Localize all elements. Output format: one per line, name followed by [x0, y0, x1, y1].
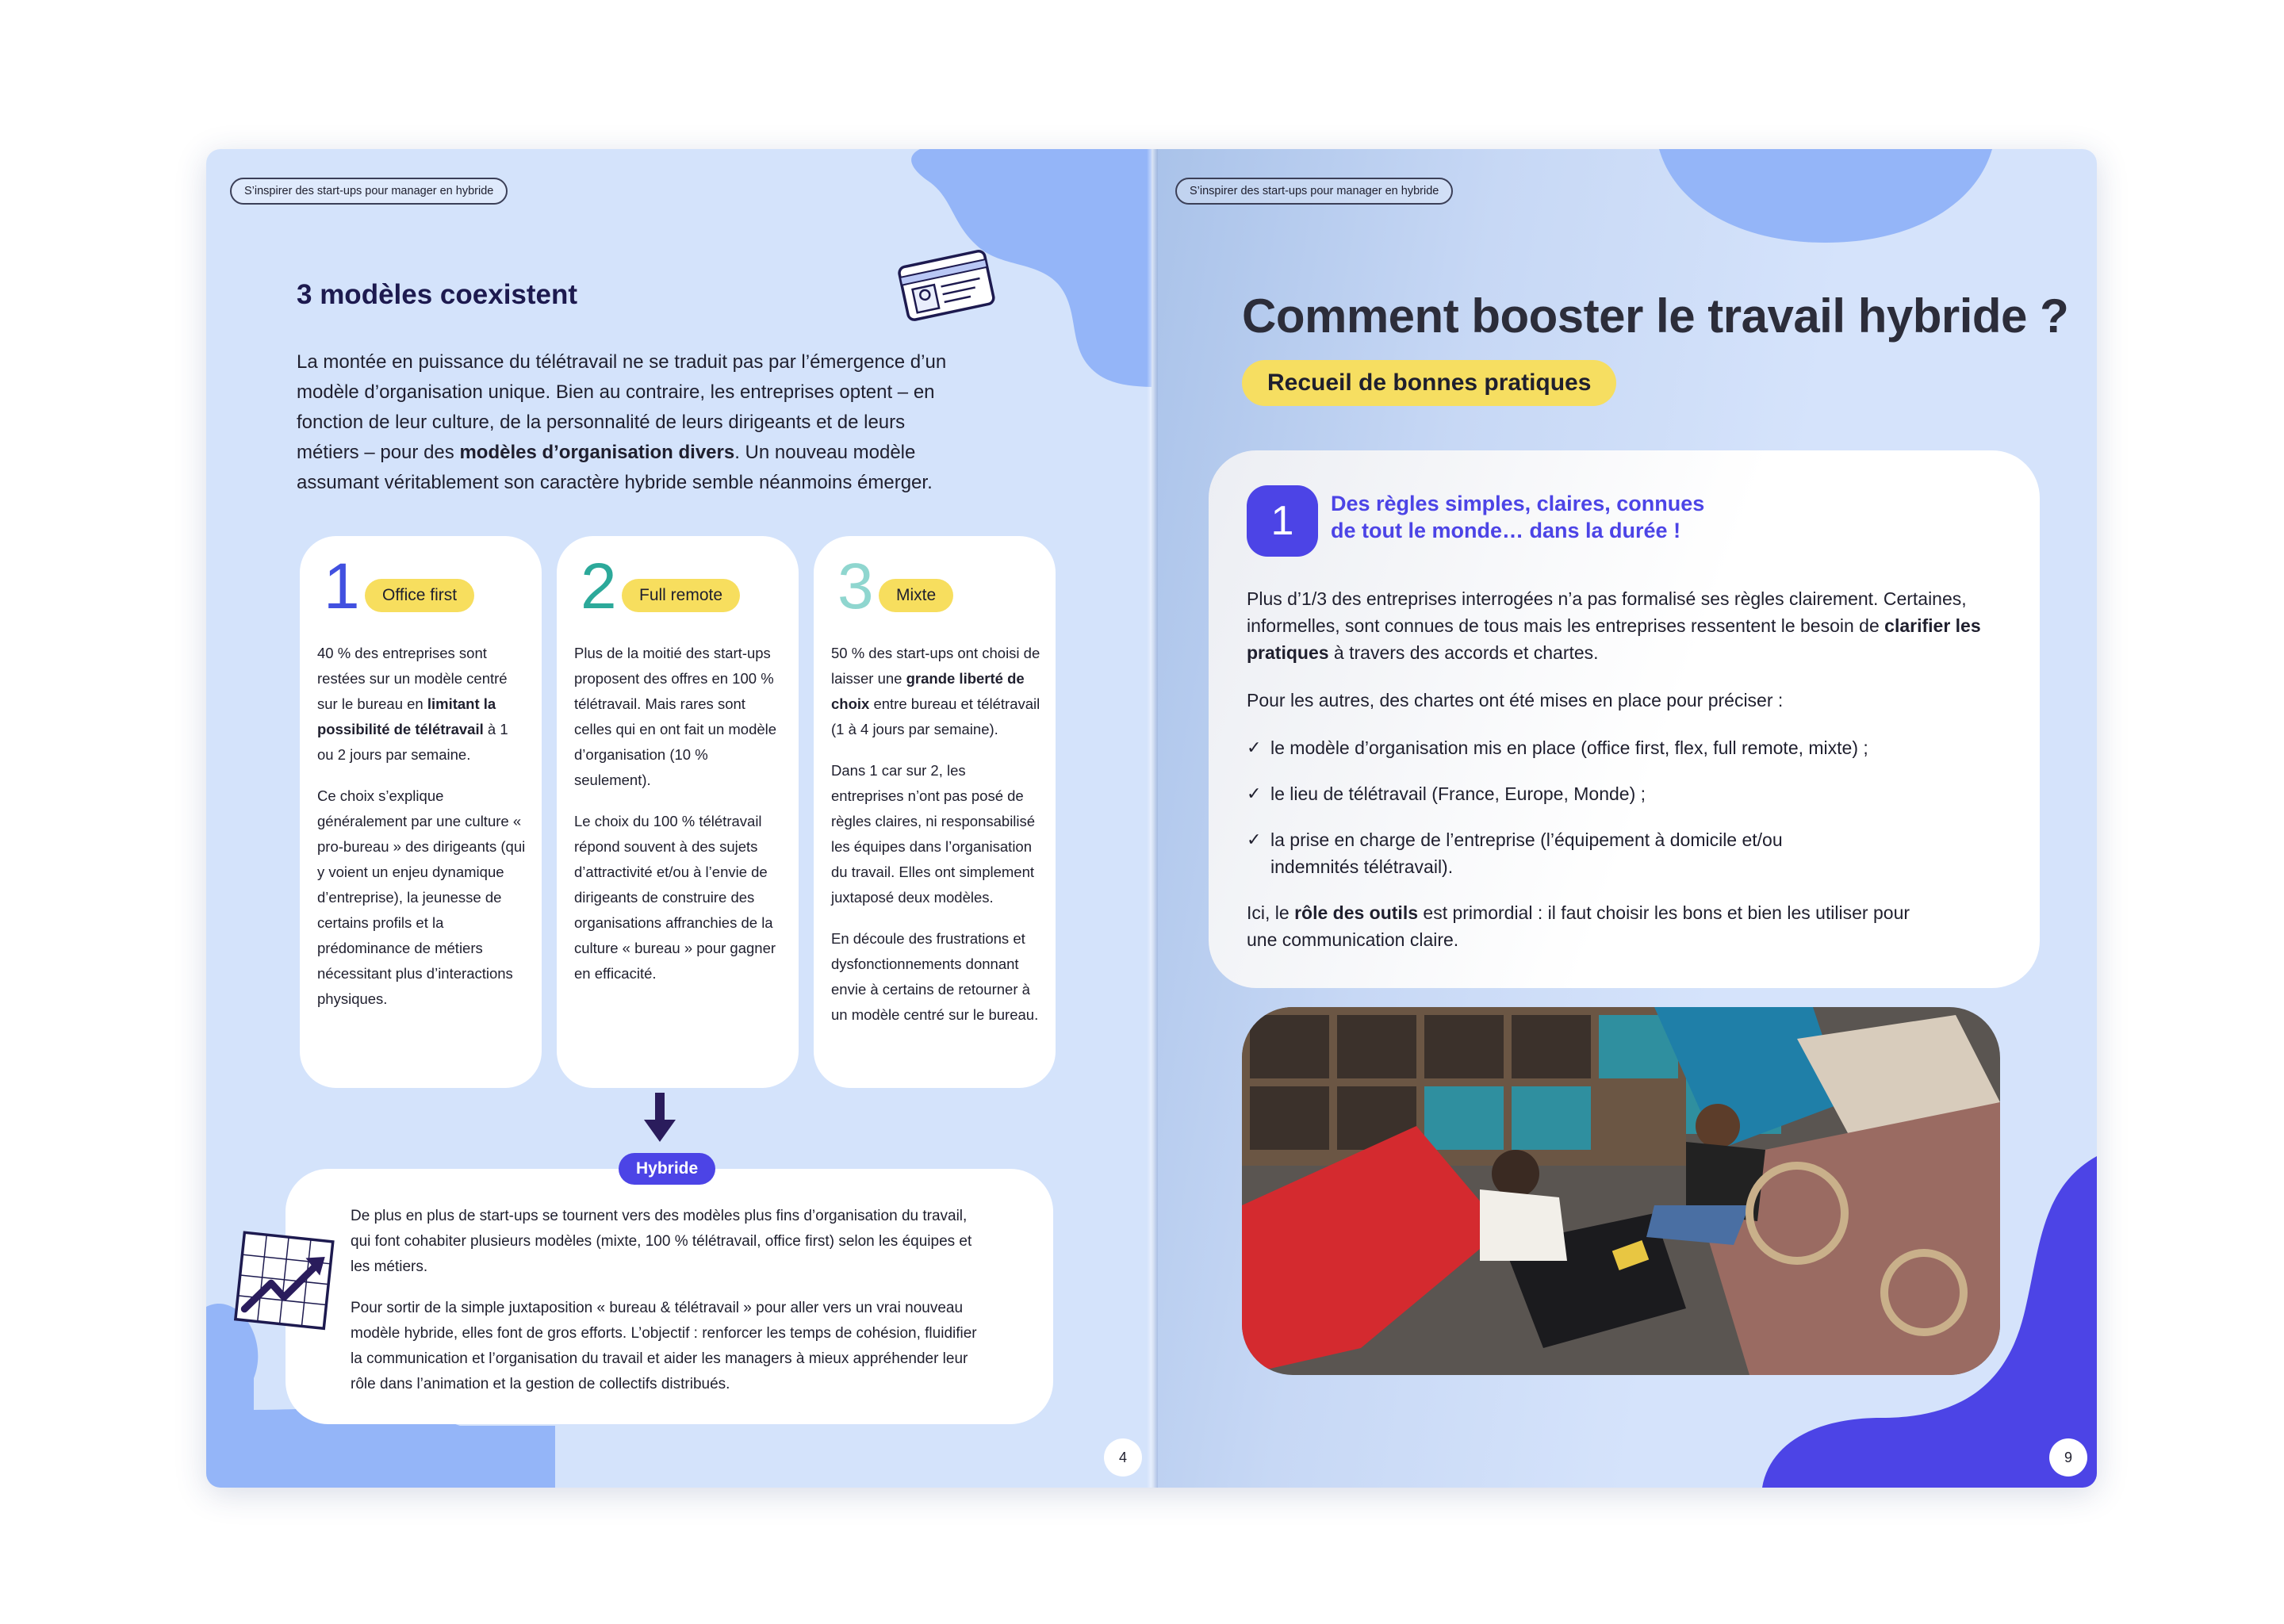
card-badge: Full remote: [622, 579, 740, 612]
practice-heading-line: Des règles simples, claires, connues: [1331, 492, 1705, 515]
intro-text-end: . Un nouveau modèle assumant véritablement son caractère hybride semble néanmoins émerger.: [297, 442, 933, 493]
growth-chart-icon: [230, 1228, 341, 1339]
check-icon: ✓: [1247, 829, 1262, 849]
card-text-bold: grande liberté de choix: [831, 670, 1025, 712]
arrow-down-icon: [642, 1093, 677, 1145]
header-chip: S’inspirer des start-ups pour manager en hybride: [230, 178, 508, 205]
checklist-text: le modèle d’organisation mis en place (office first, flex, full remote, mixte) ;: [1270, 737, 1868, 758]
practice-bold: rôle des outils: [1294, 902, 1419, 923]
practice-text: Plus d’1/3 des entreprises interrogées n’a pas formalisé ses règles clairement. Certaines, informelles, sont connues de tous mais les entreprises ressentent le besoin de: [1247, 588, 1967, 636]
card-text-bold: limitant la possibilité de télétravail: [317, 695, 496, 737]
practice-number: 1: [1247, 485, 1318, 557]
card-number: 2: [581, 550, 617, 622]
card-text: [317, 641, 527, 1028]
intro-paragraph: [297, 347, 971, 498]
check-icon: ✓: [1247, 737, 1262, 757]
hybrid-text: [351, 1204, 977, 1413]
card-paragraph: Le choix du 100 % télétravail répond souvent à des sujets d’attractivité et/ou à l’envie de dirigeants de construire des organisations affranchies de la culture « bureau » pour gagner en efficacité.: [574, 813, 776, 982]
checklist-text: la prise en charge de l’entreprise (l’équipement à domicile et/ou indemnités télétravail).: [1270, 829, 1783, 877]
practice-paragraph: Pour les autres, des chartes ont été mises en place pour préciser :: [1247, 690, 1784, 710]
card-paragraph: Dans 1 car sur 2, les entreprises n’ont pas posé de règles claires, ni responsabilisé les équipes dans l’organisation du travail. Elles ont simplement juxtaposé deux modèles.: [831, 762, 1036, 906]
right-page: [1152, 149, 2097, 1488]
hybrid-paragraph: Pour sortir de la simple juxtaposition « bureau & télétravail » pour aller vers un vrai nouveau modèle hybride, elles font de gros efforts. L’objectif : renforcer les temps de cohésion, fluidifier la communication et l’organisation du travail et aider les managers à mieux appréhender leur rôle dans l’animation et la gestion de collectifs distribués.: [351, 1300, 977, 1392]
card-paragraph: Plus de la moitié des start-ups proposent des offres en 100 % télétravail. Mais rares sont celles qui en ont fait un modèle d’organisation (10 % seulement).: [574, 645, 777, 788]
practice-body: [1247, 585, 2008, 974]
checklist-text: le lieu de télétravail (France, Europe, Monde) ;: [1270, 783, 1646, 804]
hybrid-badge: Hybride: [619, 1153, 715, 1185]
card-badge: Mixte: [879, 579, 953, 612]
card-text-b: entre bureau et télétravail (1 à 4 jours par semaine).: [831, 695, 1040, 737]
model-card-office-first: [300, 536, 542, 1088]
card-text-a: 50 % des start-ups ont choisi de laisser une: [831, 645, 1040, 687]
checklist-item: [1247, 780, 2008, 807]
section-title: 3 modèles coexistent: [297, 279, 578, 310]
decorative-blob-top: [1659, 149, 1992, 244]
hybrid-paragraph: De plus en plus de start-ups se tournent vers des modèles plus fins d’organisation du travail, qui font cohabiter plusieurs modèles (mixte, 100 % télétravail, office first) selon les équipes et les métiers.: [351, 1208, 972, 1275]
practice-text: Ici, le: [1247, 902, 1295, 923]
check-icon: ✓: [1247, 783, 1262, 803]
card-text-b: à 1 ou 2 jours par semaine.: [317, 721, 508, 763]
card-number: 1: [324, 550, 360, 622]
model-card-mixte: [814, 536, 1056, 1088]
office-photo: [1242, 1007, 2000, 1375]
page-fold: [1147, 149, 1158, 1488]
checklist-item: [1247, 826, 1794, 880]
practice-card: [1209, 450, 2040, 988]
page-number: 4: [1104, 1438, 1142, 1477]
page-title: Comment booster le travail hybride ?: [1242, 289, 2069, 343]
subtitle-badge: Recueil de bonnes pratiques: [1242, 360, 1616, 406]
hybrid-card: [286, 1169, 1053, 1424]
practice-text: est primordial : il faut choisir les bons et bien les utiliser pour une communication claire.: [1247, 902, 1910, 950]
practice-text: à travers des accords et chartes.: [1328, 642, 1599, 663]
header-chip: S’inspirer des start-ups pour manager en hybride: [1175, 178, 1453, 205]
card-number: 3: [837, 550, 874, 622]
left-page: [206, 149, 1152, 1488]
practice-bold: clarifier les pratiques: [1247, 615, 1981, 663]
card-paragraph: Ce choix s’explique généralement par une culture « pro-bureau » des dirigeants (qui y voient un enjeu dynamique d’entreprise), la jeunesse de certains profils et la prédominance de métiers nécessitant plus d’interactions physiques.: [317, 787, 526, 1007]
card-text: [831, 641, 1041, 1044]
checklist-item: [1247, 734, 2008, 761]
card-badge: Office first: [365, 579, 474, 612]
brochure-spread: [206, 149, 2097, 1488]
card-paragraph: En découle des frustrations et dysfonctionnements donnant envie à certains de retourner à un modèle centré sur le bureau.: [831, 930, 1039, 1023]
practice-heading-line: de tout le monde… dans la durée !: [1331, 519, 1681, 542]
intro-text: La montée en puissance du télétravail ne se traduit pas par l’émergence d’un modèle d’organisation unique. Bien au contraire, les entreprises optent – en fonction de leur culture, de la personnalité de leurs dirigeants et de leurs métiers – pour des: [297, 351, 947, 463]
intro-bold: modèles d’organisation divers: [459, 442, 735, 463]
card-text-a: 40 % des entreprises sont restées sur un modèle centré sur le bureau en: [317, 645, 508, 712]
office-photo-illustration: [1242, 1007, 2000, 1375]
practice-heading: [1331, 490, 1775, 544]
card-text: [574, 641, 784, 1002]
id-card-icon: [895, 244, 998, 324]
model-card-full-remote: [557, 536, 799, 1088]
page-number: 9: [2049, 1438, 2087, 1477]
